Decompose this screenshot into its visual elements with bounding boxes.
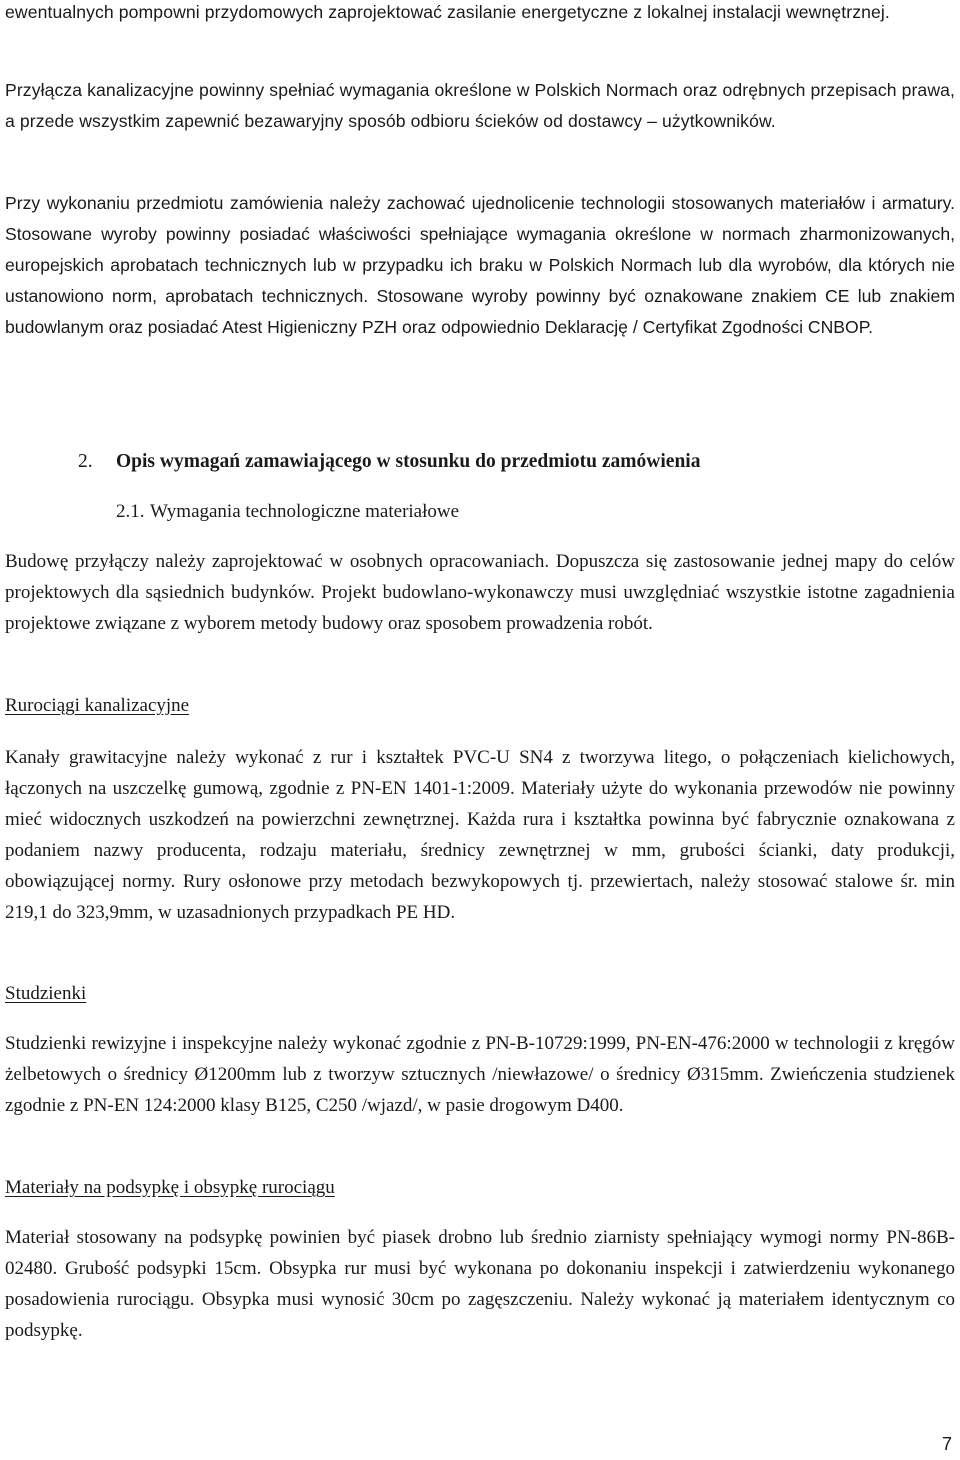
paragraph-rurociagi: Kanały grawitacyjne należy wykonać z rur i kształtek PVC-U SN4 z tworzywa litego, o połączeniach kielichowych, łączonych na uszczelkę gumową, zgodnie z PN-EN 1401-1:2009. Materiały użyte do wykonania przewodów nie powinny mieć widocznych uszkodzeń na powierzchni zewnętrznej. Każda rura i kształtka powinna być fabrycznie oznakowana z podaniem nazwy producenta, rodzaju materiału, średnicy zewnętrznej w mm, grubości ścianki, daty produkcji, obowiązującej normy. Rury osłonowe przy metodach bezwykopowych tj. przewiertach, należy stosować stalowe śr. min 219,1 do 323,9mm, w uzasadnionych przypadkach PE HD. — [5, 747, 955, 923]
page-number: 7 — [941, 1434, 952, 1454]
subsection-heading-2-1 — [5, 496, 956, 527]
paragraph-technologia-part2: Stosowane wyroby powinny posiadać właściwości spełniające wymagania określone w normach zharmonizowanych, europejskich aprobatach technicznych lub w przypadku ich braku w Polskich Normach lub dla wyrobów, dla których nie ustanowiono norm, aprobatach technicznych. Stosowane wyroby powinny być oznakowane znakiem CE lub znakiem budowlanym oraz posiadać Atest Higieniczny PZH oraz odpowiednio Deklarację / Certyfikat Zgodności CNBOP. — [5, 224, 955, 337]
subsection-number-2-1: 2.1. — [116, 501, 145, 522]
section-title-studzienki: Studzienki — [5, 983, 87, 1004]
paragraph-technologia-part1: Przy wykonaniu przedmiotu zamówienia należy zachować ujednolicenie technologii stosowanych materiałów i armatury. — [5, 193, 955, 213]
section-number-2: 2. — [78, 451, 93, 472]
section-title-2: Opis wymagań zamawiającego w stosunku do przedmiotu zamówienia — [116, 451, 701, 472]
subsection-title-2-1: Wymagania technologiczne materiałowe — [150, 501, 460, 522]
paragraph-pompownie: ewentualnych pompowni przydomowych zaprojektować zasilanie energetyczne z lokalnej instalacji wewnętrznej. — [5, 2, 890, 22]
paragraph-przylacza: Przyłącza kanalizacyjne powinny spełniać wymagania określone w Polskich Normach oraz odrębnych przepisach prawa, a przede wszystkim zapewnić bezawaryjny sposób odbioru ścieków od dostawcy – użytkowników. — [5, 80, 955, 131]
paragraph-budowa-przylaczy: Budowę przyłączy należy zaprojektować w osobnych opracowaniach. Dopuszcza się zastosowanie jednej mapy do celów projektowych dla sąsiednich budynków. Projekt budowlano-wykonawczy musi uwzględniać wszystkie istotne zagadnienia projektowe związane z wyborem metody budowy oraz sposobem prowadzenia robót. — [5, 551, 955, 634]
section-heading-2 — [5, 446, 958, 477]
section-title-rurociagi: Rurociągi kanalizacyjne — [5, 695, 190, 716]
paragraph-materialy: Materiał stosowany na podsypkę powinien być piasek drobno lub średnio ziarnisty spełniający wymogi normy PN-86B-02480. Grubość podsypki 15cm. Obsypka rur musi być wykonana po dokonaniu inspekcji i zatwierdzeniu wykonanego posadowienia rurociągu. Obsypka musi wynosić 30cm po zagęszczeniu. Należy wykonać ją materiałem identycznym co podsypkę. — [5, 1227, 955, 1341]
paragraph-studzienki: Studzienki rewizyjne i inspekcyjne należy wykonać zgodnie z PN-B-10729:1999, PN-EN-476:2000 w technologii z kręgów żelbetowych o średnicy Ø1200mm lub z tworzyw sztucznych /niewłazowe/ o średnicy Ø315mm. Zwieńczenia studzienek zgodnie z PN-EN 124:2000 klasy B125, C250 /wjazd/, w pasie drogowym D400. — [5, 1033, 955, 1116]
paragraph-technologia — [5, 188, 955, 343]
section-title-materialy: Materiały na podsypkę i obsypkę rurociągu — [5, 1177, 335, 1198]
